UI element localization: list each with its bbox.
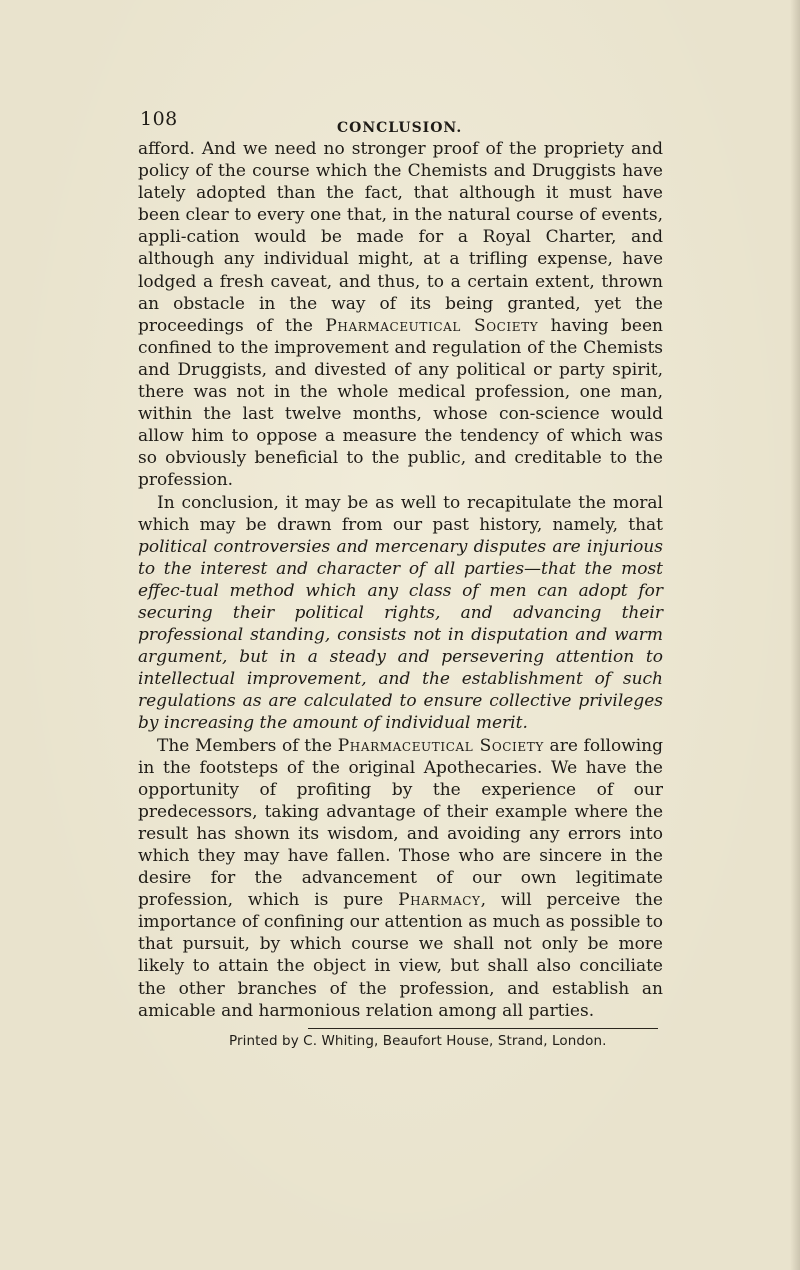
small-caps-text: Pharmaceutical Society <box>325 315 539 336</box>
small-caps-text: Pharmacy <box>398 890 481 911</box>
paragraph-text: In conclusion, it may be as well to recapitulate the moral which may be drawn from our past history, namely, that <box>138 492 663 535</box>
moral-italic-text: political controversies and mercenary disputes are injurious to the interest and character of all parties—that the most effec-tual method which any class of men can adopt for securing their political rights, and advancing their professional standing, consists not in disputation and warm argument, but in a steady and persevering attention to intellectual improvement, and the establishment of such regulations as are calculated to ensure collective privileges by increasing the amount of individual merit. <box>138 536 663 734</box>
paragraph-text: The Members of the <box>157 735 338 756</box>
paragraph-text: , will perceive the importance of confining our attention as much as possible to that pursuit, by which course we shall not only be more likely to attain the object in view, but shall also conciliate the other branches of the profession, and establish an amicable and harmonious relation among all parties. <box>138 890 663 1021</box>
printer-imprint: Printed by C. Whiting, Beaufort House, Strand, London. <box>229 1033 607 1049</box>
paragraph-text: afford. And we need no stronger proof of the propriety and policy of the course which the Chemists and Druggists have lately adopted than the fact, that although it must have been clear to every one that, in the natural course of events, appli-cation would be made for a Royal Charter, and although any individual might, at a trifling expense, have lodged a fresh caveat, and thus, to a certain extent, thrown an obstacle in the way of its being granted, yet the proceedings of the <box>138 139 663 336</box>
body-text <box>138 138 663 1022</box>
small-caps-text: Pharmaceutical Society <box>337 735 544 756</box>
paragraph-text: having been confined to the improvement and regulation of the Chemists and Druggists, and divested of any political or party spirit, there was not in the whole medical profession, one man, within the last twelve months, whose con-science would allow him to oppose a measure the tendency of which was so obviously beneficial to the public, and creditable to the profession. <box>138 315 664 491</box>
running-head: CONCLUSION. <box>337 120 463 136</box>
paragraph-text: are following in the footsteps of the original Apothecaries. We have the opportunity of profiting by the experience of our predecessors, taking advantage of their example where the result has shown its wisdom, and avoiding any errors into which they may have fallen. Those who are sincere in the desire for the advancement of our own legitimate profession, which is pure <box>138 735 663 911</box>
paragraph-members <box>138 735 663 1022</box>
page-number: 108 <box>140 108 178 130</box>
page-edge-shadow <box>790 0 800 1270</box>
paragraph-conclusion <box>138 492 663 735</box>
page-header <box>127 108 657 140</box>
paragraph-afford <box>138 138 663 492</box>
imprint-rule <box>308 1028 658 1029</box>
